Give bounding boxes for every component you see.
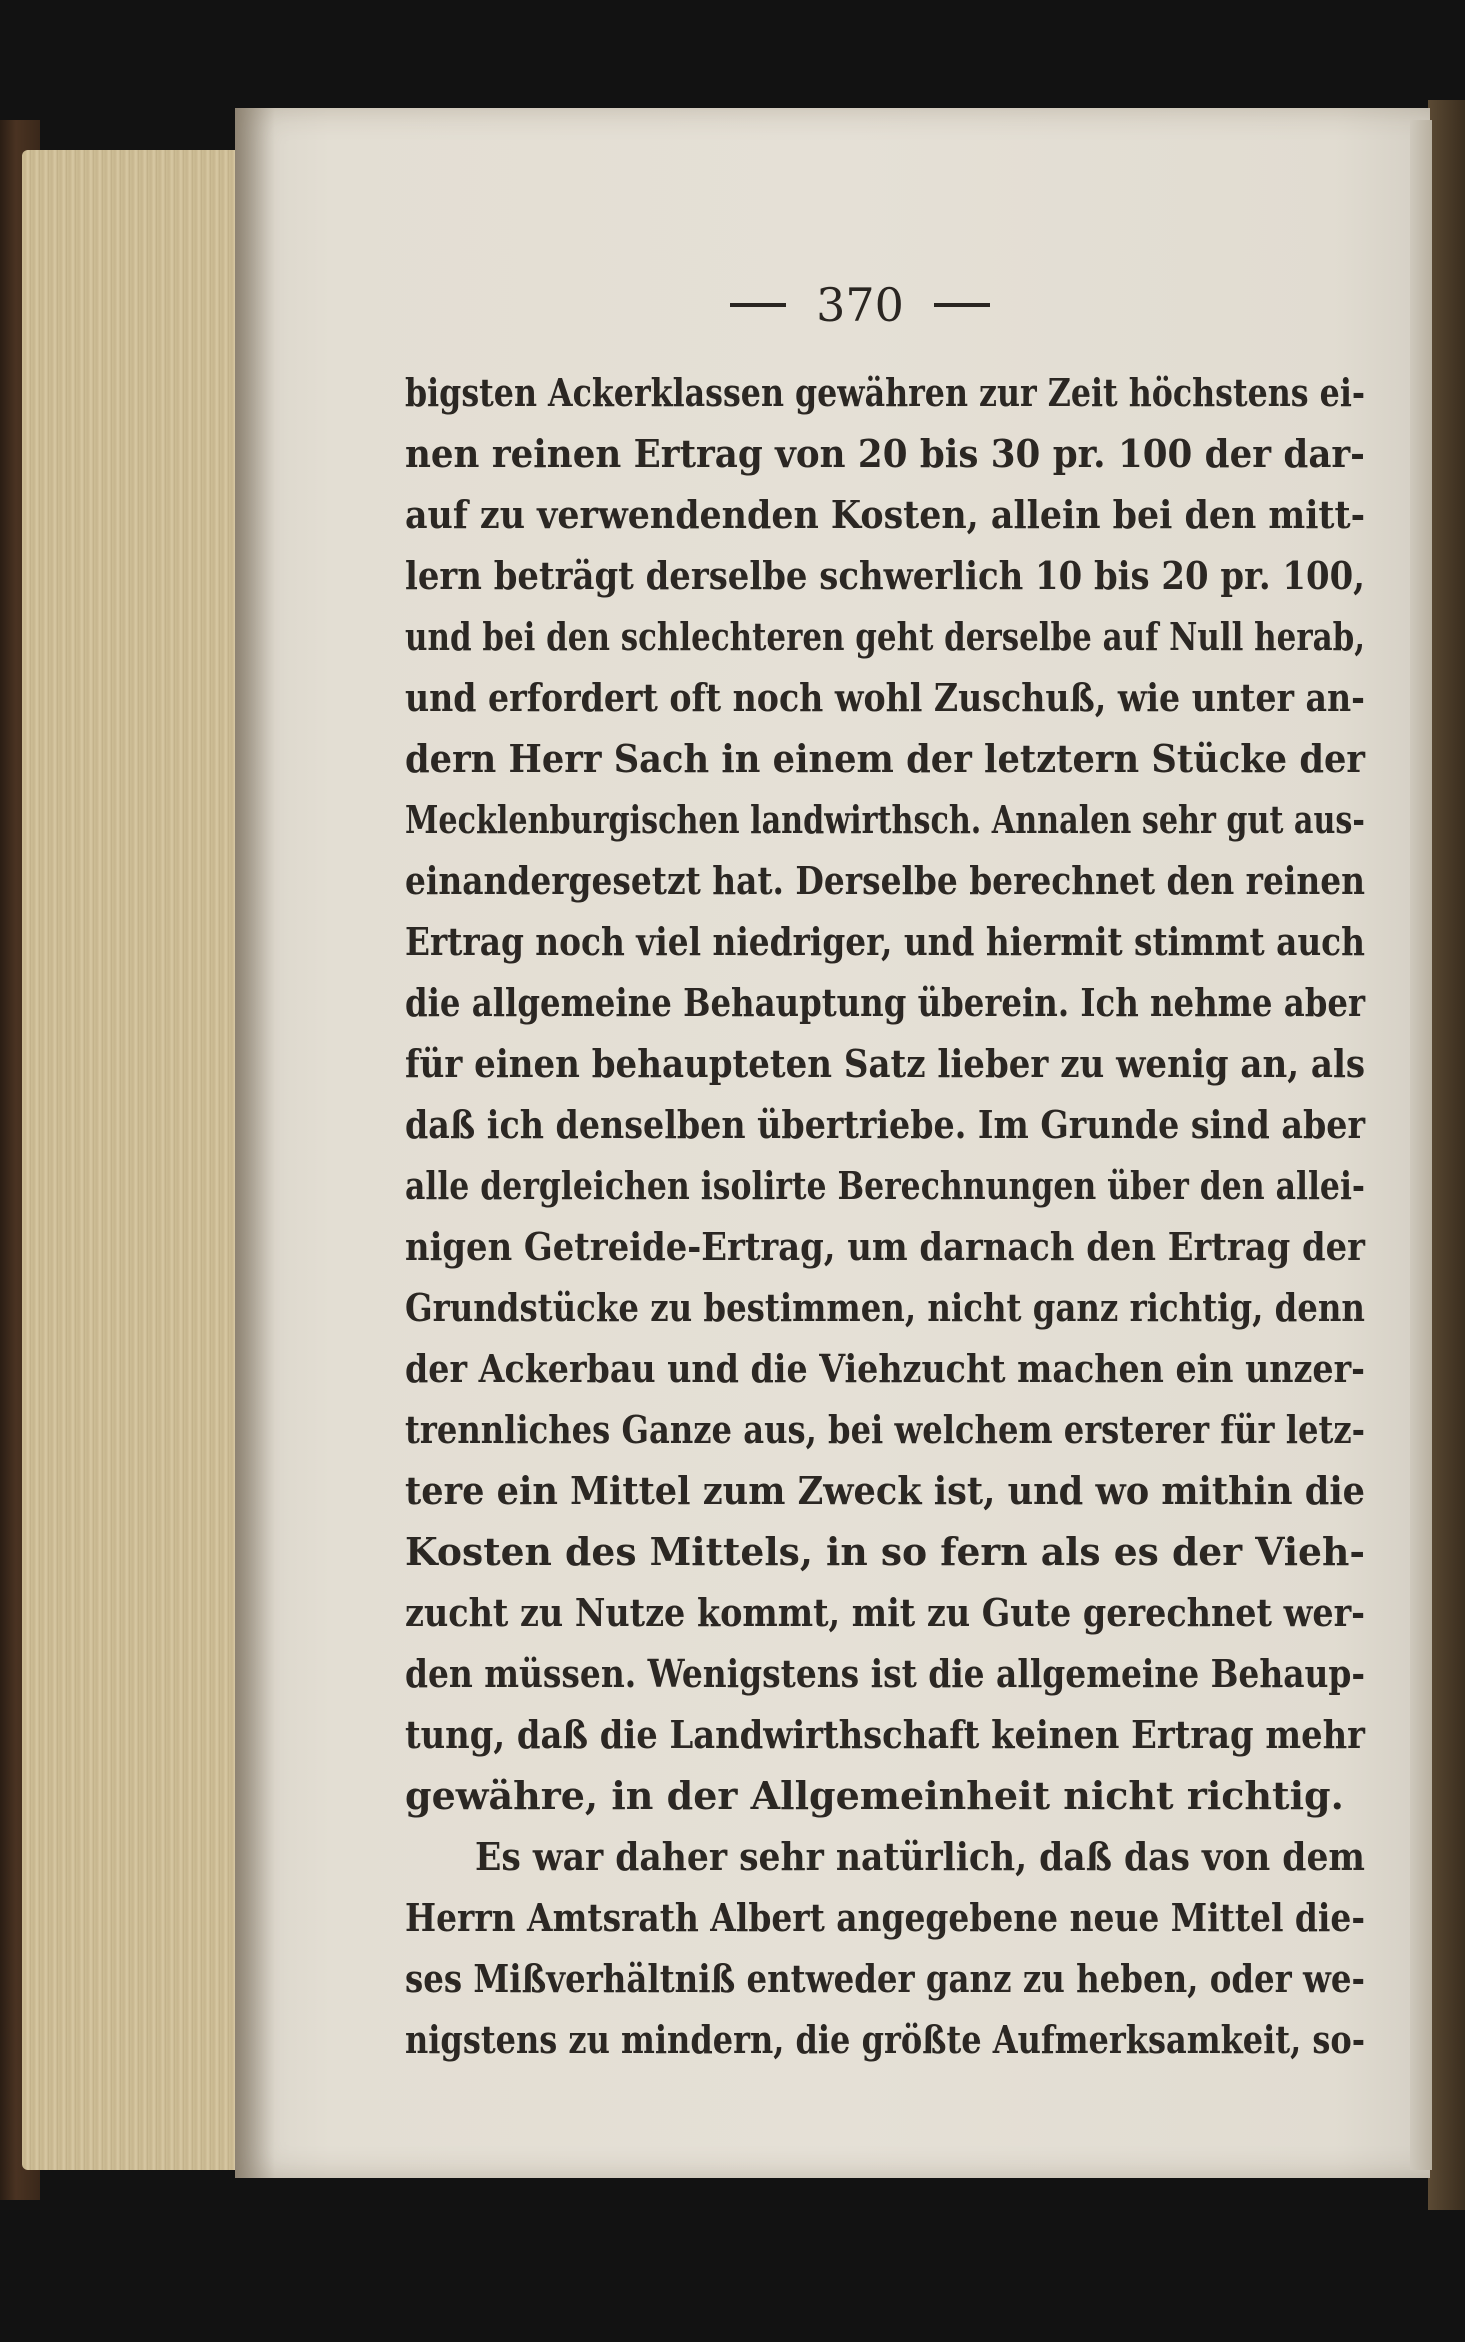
text-line: nigen Getreide-Ertrag, um darnach den Ertrag der: [405, 1224, 1365, 1269]
text-line: Ertrag noch viel niedriger, und hiermit stimmt auch: [405, 919, 1365, 964]
text-line: ses Mißverhältniß entweder ganz zu heben, oder we-: [405, 1956, 1366, 2001]
body-text: [405, 362, 1365, 2070]
text-line: Kosten des Mittels, in so fern als es der Vieh-: [405, 1529, 1366, 1574]
header-dash-right: [934, 303, 990, 307]
page-header: [700, 270, 1020, 340]
text-line: trennliches Ganze aus, bei welchem ersterer für letz-: [405, 1407, 1365, 1452]
text-line: Mecklenburgischen landwirthsch. Annalen sehr gut aus-: [405, 797, 1365, 842]
book-cover-right: [1428, 100, 1465, 2210]
text-line: Grundstücke zu bestimmen, nicht ganz richtig, denn: [405, 1285, 1365, 1330]
text-line: den müssen. Wenigstens ist die allgemeine Behaup-: [405, 1651, 1366, 1696]
text-line: auf zu verwendenden Kosten, allein bei den mitt-: [405, 492, 1366, 537]
text-line: bigsten Ackerklassen gewähren zur Zeit höchstens ei-: [405, 370, 1365, 415]
text-line: nigstens zu mindern, die größte Aufmerksamkeit, so-: [405, 2017, 1366, 2062]
text-line: und bei den schlechteren geht derselbe auf Null herab,: [405, 614, 1366, 659]
text-line: tung, daß die Landwirthschaft keinen Ertrag mehr: [405, 1712, 1365, 1757]
text-line-paragraph-start: Es war daher sehr natürlich, daß das von dem: [475, 1834, 1365, 1879]
text-line: lern beträgt derselbe schwerlich 10 bis 20 pr. 100,: [405, 553, 1365, 598]
header-dash-left: [730, 303, 786, 307]
text-line: und erfordert oft noch wohl Zuschuß, wie unter an-: [405, 675, 1365, 720]
text-line: gewähre, in der Allgemeinheit nicht richtig.: [405, 1773, 1344, 1818]
text-line: nen reinen Ertrag von 20 bis 30 pr. 100 der dar-: [405, 431, 1365, 476]
text-line: dern Herr Sach in einem der letztern Stücke der: [405, 736, 1365, 781]
text-line: einandergesetzt hat. Derselbe berechnet den reinen: [405, 858, 1366, 903]
text-line: tere ein Mittel zum Zweck ist, und wo mithin die: [405, 1468, 1366, 1513]
text-line: die allgemeine Behauptung überein. Ich nehme aber: [405, 980, 1366, 1025]
text-line: alle dergleichen isolirte Berechnungen über den allei-: [405, 1163, 1365, 1208]
page-edges: [22, 150, 262, 2170]
text-line: zucht zu Nutze kommt, mit zu Gute gerechnet wer-: [405, 1590, 1366, 1635]
text-line: für einen behaupteten Satz lieber zu wenig an, als: [405, 1041, 1366, 1086]
page-number: 370: [816, 278, 904, 332]
text-line: daß ich denselben übertriebe. Im Grunde sind aber: [405, 1102, 1366, 1147]
text-line: Herrn Amtsrath Albert angegebene neue Mittel die-: [405, 1895, 1365, 1940]
gutter-shadow: [235, 108, 275, 2178]
text-line: der Ackerbau und die Viehzucht machen ein unzer-: [405, 1346, 1366, 1391]
